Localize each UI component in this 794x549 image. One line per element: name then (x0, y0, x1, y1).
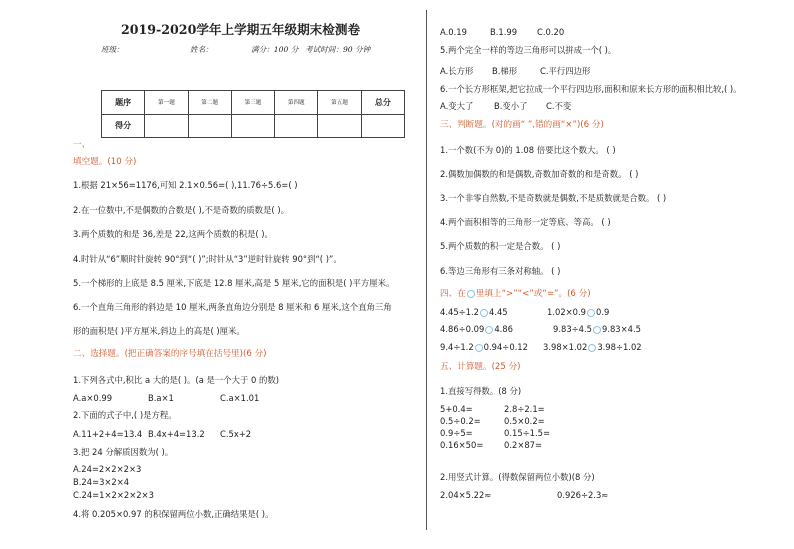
question-5-1: 1.直接写得数。(8 分) (440, 386, 522, 396)
section-4-title-end: 里填上“>”“<”或“=”。(6 分) (475, 289, 591, 299)
question-2-3-option-b: B.24=3×2×4 (73, 477, 130, 487)
judgment-item: 3.一个非零自然数,不是奇数就是偶数,不是质数就是合数。 ( ) (440, 193, 667, 203)
score-cell[interactable] (275, 114, 318, 138)
question-2-6-option-a: A.变大了 (440, 101, 474, 111)
question-1-4: 4.时针从“6”顺时针旋转 90°到“( )”;时针从“3”逆时针旋转 90°到“( )”。 (73, 254, 342, 264)
judgment-item: 6.等边三角形有三条对称轴。 ( ) (440, 266, 561, 276)
question-2-4-option-c: C.0.20 (537, 27, 565, 37)
question-2-3: 3.把 24 分解质因数为( )。 (73, 447, 174, 457)
section-4-title-start: 四、在 (440, 289, 466, 299)
section-2-title: 二、选择题。(把正确答案的序号填在括号里)(6 分) (73, 349, 267, 359)
question-1-2: 2.在一位数中,不是偶数的合数是( ),不是奇数的质数是( )。 (73, 205, 289, 215)
column-divider (426, 10, 427, 530)
answer-circle[interactable] (475, 344, 483, 352)
score-table-header: 第四题 (275, 91, 318, 115)
score-row-label: 得分 (102, 114, 145, 138)
question-2-2-option-a: A.11+2+4=13.4 (73, 429, 143, 439)
question-2-5-option-c: C.平行四边形 (540, 66, 591, 76)
answer-circle[interactable] (588, 344, 596, 352)
question-2-1-option-c: C.a×1.01 (220, 393, 260, 403)
section-4-title (440, 289, 591, 300)
question-2-4-option-a: A.0.19 (440, 27, 467, 37)
score-table-header: 题序 (102, 91, 145, 115)
answer-circle[interactable] (587, 309, 595, 317)
page-title: 2019-2020学年上学期五年级期末检测卷 (121, 22, 361, 37)
question-2-4-option-b: B.1.99 (490, 27, 518, 37)
answer-circle[interactable] (593, 326, 601, 334)
section-1-title: 填空题。(10 分) (73, 157, 137, 167)
judgment-item: 5.两个质数的积一定是合数。 ( ) (440, 241, 561, 251)
question-2-6-option-b: B.变小了 (494, 101, 528, 111)
vertical-calc-item: 0.926÷2.3≈ (557, 490, 609, 500)
question-2-6-option-c: C.不变 (546, 101, 572, 111)
question-1-1: 1.根据 21×56=1176,可知 2.1×0.56=( ),11.76÷5.6=( ) (73, 180, 298, 190)
question-1-3: 3.两个质数的和是 36,差是 22,这两个质数的积是( )。 (73, 229, 273, 239)
score-table-header: 总分 (361, 91, 404, 115)
question-2-3-option-a: A.24=2×2×2×3 (73, 464, 142, 474)
comparison-item: 9.4÷1.2 0.94÷0.12 (440, 342, 528, 352)
comparison-item: 3.98×1.02 3.98÷1.02 (543, 342, 642, 352)
judgment-item: 4.两个面积相等的三角形一定等底、等高。 ( ) (440, 217, 611, 227)
question-2-1: 1.下列各式中,积比 a 大的是( )。(a 是一个大于 0 的数) (73, 375, 280, 385)
mental-math-item: 0.16×50= (440, 440, 484, 450)
question-2-5: 5.两个完全一样的等边三角形可以拼成一个( )。 (440, 45, 617, 55)
mental-math-item: 0.15÷1.5= (504, 428, 551, 438)
question-2-1-option-b: B.a×1 (148, 393, 174, 403)
judgment-item: 1.一个数(不为 0)的 1.08 倍要比这个数大。 ( ) (440, 145, 616, 155)
score-cell[interactable] (145, 114, 188, 138)
answer-circle[interactable] (485, 326, 493, 334)
mental-math-item: 0.5×0.2= (504, 416, 545, 426)
question-2-6: 6.一个长方形框架,把它拉成一个平行四边形,面积和原来长方形的面积相比较,( )。 (440, 84, 742, 94)
mental-math-item: 0.9÷5= (440, 428, 473, 438)
score-table-header: 第三题 (231, 91, 274, 115)
mental-math-item: 0.5÷0.2= (440, 416, 481, 426)
score-table-header: 第五题 (318, 91, 361, 115)
comparison-item: 1.02×0.9 0.9 (547, 307, 610, 317)
mental-math-item: 0.2×87= (504, 440, 543, 450)
comparison-item: 9.83÷4.5 9.83×4.5 (553, 324, 641, 334)
question-2-2: 2.下面的式子中,( )是方程。 (73, 410, 177, 420)
score-table-header: 第一题 (145, 91, 188, 115)
section-3-title: 三、判断题。(对的画“ ”,错的画“×”)(6 分) (440, 120, 604, 130)
score-table (101, 90, 405, 138)
mental-math-item: 5+0.4= (440, 404, 473, 414)
mental-math-item: 2.8÷2.1= (504, 404, 545, 414)
exam-time-label: 考试时间：90 分钟 (305, 45, 371, 54)
answer-circle[interactable] (480, 309, 488, 317)
section-1-number: 一、 (73, 140, 91, 150)
question-1-5: 5.一个梯形的上底是 8.5 厘米,下底是 12.8 厘米,高是 5 厘米,它的面积是( )平方厘米。 (73, 278, 395, 288)
full-score-label: 满分：100 分 (251, 45, 299, 54)
comparison-item: 4.45÷1.2 4.45 (440, 307, 508, 317)
question-2-3-option-c: C.24=1×2×2×2×3 (73, 490, 154, 500)
question-2-2-option-b: B.4x+4=13.2 (148, 429, 205, 439)
section-5-title: 五、计算题。(25 分) (440, 362, 521, 372)
class-label: 班级： (101, 45, 124, 54)
question-2-5-option-a: A.长方形 (440, 66, 474, 76)
name-label: 姓名： (190, 45, 213, 54)
score-cell[interactable] (361, 114, 404, 138)
score-cell[interactable] (318, 114, 361, 138)
score-cell[interactable] (231, 114, 274, 138)
question-1-6-line2: 形的面积是( )平方厘米,斜边上的高是( )厘米。 (73, 326, 245, 336)
comparison-item: 4.86÷0.09 4.86 (440, 324, 513, 334)
vertical-calc-item: 2.04×5.22≈ (440, 490, 492, 500)
question-2-5-option-b: B.梯形 (492, 66, 518, 76)
score-cell[interactable] (188, 114, 231, 138)
question-2-4: 4.将 0.205×0.97 的积保留两位小数,正确结果是( )。 (73, 509, 274, 519)
question-1-6-line1: 6.一个直角三角形的斜边是 10 厘米,两条直角边分别是 8 厘米和 6 厘米,这个直角三角 (73, 302, 392, 312)
judgment-item: 2.偶数加偶数的和是偶数,奇数加奇数的和是奇数。 ( ) (440, 169, 639, 179)
question-2-2-option-c: C.5x+2 (220, 429, 252, 439)
question-2-1-option-a: A.a×0.99 (73, 393, 113, 403)
question-5-2: 2.用竖式计算。(得数保留两位小数)(8 分) (440, 472, 595, 482)
compare-circle-icon (467, 290, 475, 298)
score-table-header: 第二题 (188, 91, 231, 115)
